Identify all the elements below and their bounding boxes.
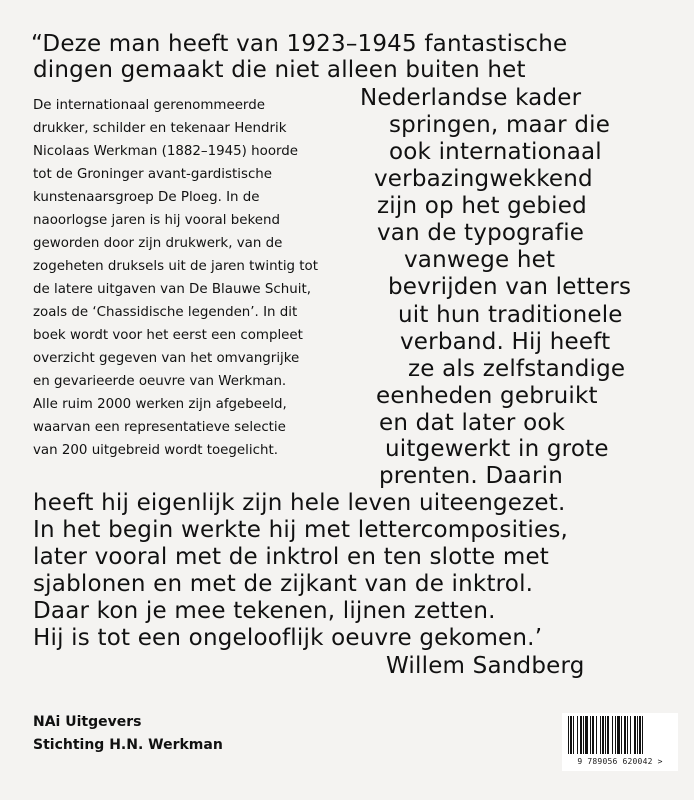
barcode-bar xyxy=(624,716,626,754)
barcode-bar xyxy=(621,716,622,754)
body-line: tot de Groninger avant-gardistische xyxy=(33,167,273,182)
barcode-bar xyxy=(605,716,606,754)
body-line: geworden door zijn drukwerk, van de xyxy=(33,236,283,251)
barcode-bar xyxy=(607,716,609,754)
barcode-bar xyxy=(583,716,584,754)
body-line: drukker, schilder en tekenaar Hendrik xyxy=(33,121,287,136)
quote-attribution: Willem Sandberg xyxy=(386,653,585,679)
quote-line: Daar kon je mee tekenen, lijnen zetten. xyxy=(33,598,496,624)
body-line: zogeheten druksels uit de jaren twintig tot xyxy=(33,259,318,274)
body-line: van 200 uitgebreid wordt toegelicht. xyxy=(33,443,278,458)
quote-line: verbazingwekkend xyxy=(374,166,593,192)
barcode-bar xyxy=(596,716,597,754)
publisher-name: NAi Uitgevers xyxy=(33,714,142,730)
body-line: waarvan een representatieve selectie xyxy=(33,420,286,435)
quote-line: van de typografie xyxy=(377,220,585,246)
publisher-name: Stichting H.N. Werkman xyxy=(33,737,223,753)
barcode-bar xyxy=(617,716,620,754)
quote-line: en dat later ook xyxy=(379,410,566,436)
quote-line: sjablonen en met de zijkant van de inktrol. xyxy=(33,571,534,597)
barcode-bar xyxy=(573,716,574,754)
body-line: zoals de ‘Chassidische legenden’. In dit xyxy=(33,305,298,320)
barcode-bar xyxy=(580,716,582,754)
body-line: de latere uitgaven van De Blauwe Schuit, xyxy=(33,282,311,297)
body-line: en gevarieerde oeuvre van Werkman. xyxy=(33,374,287,389)
quote-line: “Deze man heeft van 1923–1945 fantastische xyxy=(31,31,568,57)
quote-line: verband. Hij heeft xyxy=(400,329,611,355)
quote-line: vanwege het xyxy=(404,247,556,273)
barcode-bar xyxy=(627,716,628,754)
barcode-bar xyxy=(570,716,572,754)
quote-line: dingen gemaakt die niet alleen buiten het xyxy=(33,57,526,83)
quote-line: Hij is tot een ongelooflijk oeuvre gekomen.’ xyxy=(33,625,543,651)
quote-line: Nederlandse kader xyxy=(360,85,582,111)
quote-line: uitgewerkt in grote xyxy=(385,436,609,462)
quote-line: springen, maar die xyxy=(389,112,611,138)
body-line: naoorlogse jaren is hij vooral bekend xyxy=(33,213,280,228)
barcode-digits: 9 789056 620042 > xyxy=(577,757,663,766)
barcode-bar xyxy=(642,716,643,754)
body-line: Alle ruim 2000 werken zijn afgebeeld, xyxy=(33,397,287,412)
barcode-bar xyxy=(634,716,636,754)
barcode-bar xyxy=(592,716,594,754)
isbn-barcode xyxy=(562,713,678,771)
barcode-bar xyxy=(577,716,578,754)
quote-line: In het begin werkte hij met lettercomposities, xyxy=(33,517,569,543)
body-line: overzicht gegeven van het omvangrijke xyxy=(33,351,300,366)
barcode-bars xyxy=(566,716,674,756)
barcode-bar xyxy=(590,716,591,754)
barcode-bar xyxy=(612,716,613,754)
barcode-bar xyxy=(637,716,638,754)
quote-line: uit hun traditionele xyxy=(398,302,623,328)
barcode-bar xyxy=(585,716,588,754)
barcode-bar xyxy=(639,716,641,754)
quote-line: bevrijden van letters xyxy=(388,274,632,300)
quote-line: prenten. Daarin xyxy=(379,463,563,489)
body-line: Nicolaas Werkman (1882–1945) hoorde xyxy=(33,144,299,159)
quote-line: heeft hij eigenlijk zijn hele leven uiteengezet. xyxy=(33,490,566,516)
barcode-bar xyxy=(600,716,601,754)
quote-line: later vooral met de inktrol en ten slotte met xyxy=(33,544,550,570)
quote-line: zijn op het gebied xyxy=(377,193,587,219)
barcode-bar xyxy=(630,716,631,754)
barcode-bar xyxy=(568,716,569,754)
barcode-bar xyxy=(615,716,616,754)
quote-line: ze als zelfstandige xyxy=(408,356,626,382)
body-line: boek wordt voor het eerst een compleet xyxy=(33,328,303,343)
quote-line: eenheden gebruikt xyxy=(376,383,598,409)
quote-line: ook internationaal xyxy=(389,139,602,165)
barcode-bar xyxy=(602,716,604,754)
body-line: kunstenaarsgroep De Ploeg. In de xyxy=(33,190,260,205)
body-line: De internationaal gerenommeerde xyxy=(33,98,265,113)
